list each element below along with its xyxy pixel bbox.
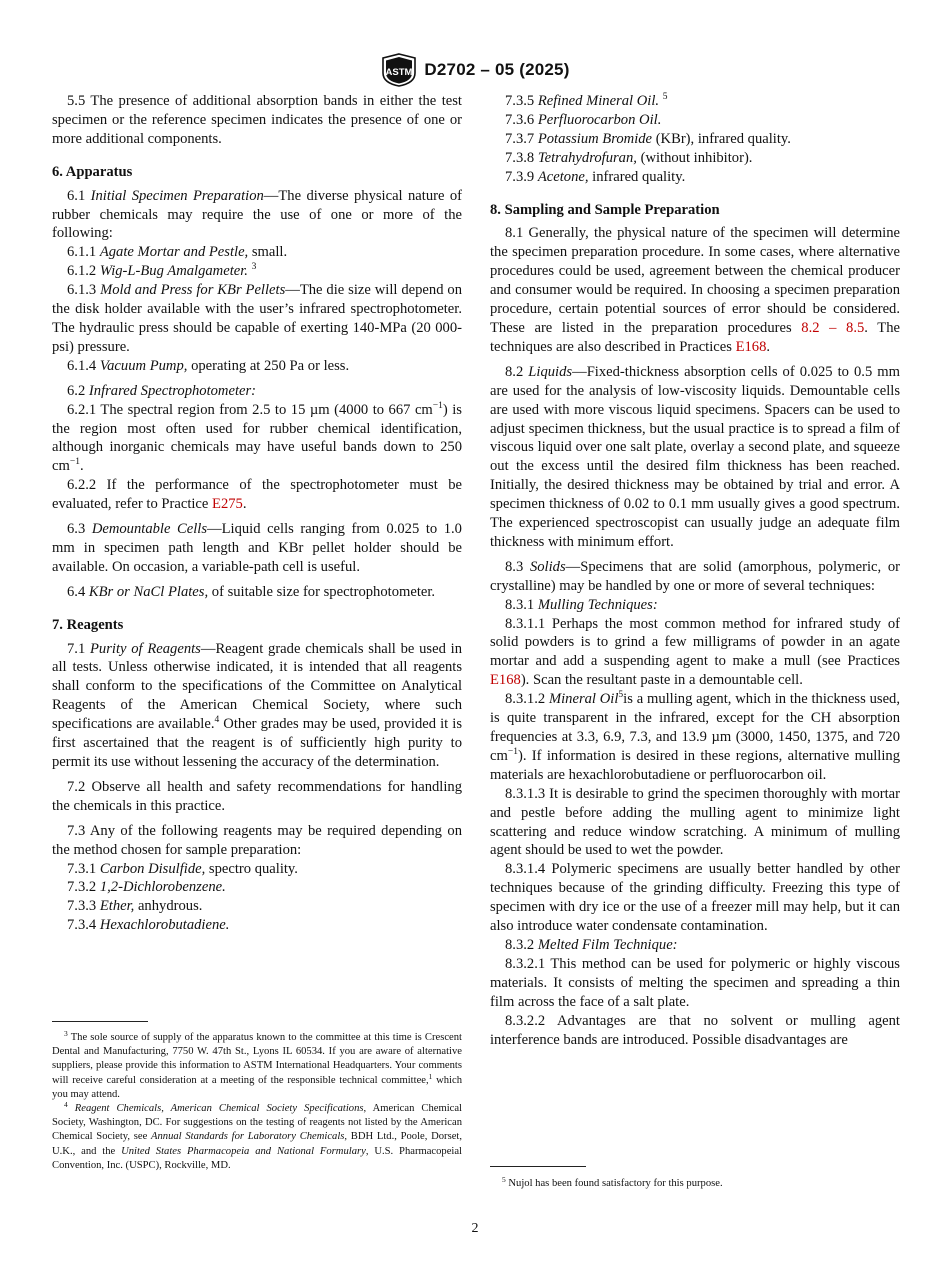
paragraph-8-2: 8.2 Liquids—Fixed-thickness absorption cells of 0.025 to 0.5 mm are used for the analysis of low-viscosity liquids. Demountable cells are used with more viscous liquid specimens. Spacers can be used to adjust specimen thickness, but the usual practice is to spread a film of viscous liquid over one salt plate, overlay a second plate, and squeeze out the excess until the desired film thickness has been reached. Initially, the desired thickness may be obtained by trial and error. A specimen thickness of 0.02 to 0.1 mm usually gives a good spectrum. The experienced spectroscopist can usually judge an adequate film thickness with minimum effort.: [490, 363, 900, 550]
paragraph-6-3: 6.3 Demountable Cells—Liquid cells ranging from 0.025 to 1.0 mm in specimen path length and KBr pellet holder should be available. On occasion, a variable-path cell is useful.: [52, 521, 462, 575]
paragraph-8-3-2-1: 8.3.2.1 This method can be used for polymeric or highly viscous materials. It consists of melting the specimen and spreading a thin film across the face of a salt plate.: [490, 955, 900, 1010]
footnote-ref-5b[interactable]: 5: [618, 690, 624, 701]
paragraph-7-3-4: 7.3.4 Hexachlorobutadiene.: [67, 917, 230, 934]
paragraph-7-3-3: 7.3.3 Ether, anhydrous.: [67, 898, 203, 915]
paragraph-7-3-6: 7.3.6 Perfluorocarbon Oil.: [505, 111, 662, 128]
paragraph-7-3-2: 7.3.2 1,2-Dichlorobenzene.: [67, 879, 226, 896]
paragraph-8-1: 8.1 Generally, the physical nature of the specimen will determine the specimen preparation procedure. In some cases, where alternative procedures could be used, agreement between the chemical producer and consumer would be required. In choosing a specimen preparation procedure, certain potential sources of error should be considered. These are listed in the preparation procedures 8.2 – 8.5. The techniques are also described in Practices E168.: [490, 225, 900, 355]
footnote-ref-5[interactable]: 5: [662, 92, 668, 102]
standard-designation: D2702 – 05 (2025): [424, 60, 570, 79]
footnotes-right: [490, 1177, 900, 1191]
section-6-heading: 6. Apparatus: [52, 163, 133, 180]
footnote-5: $^5$ Nujol has been found satisfactory for this purpose.: [502, 1175, 723, 1189]
footnote-rule-left: [52, 1021, 148, 1022]
paragraph-7-2: 7.2 Observe all health and safety recommendations for handling the chemicals in this practice.: [52, 778, 462, 814]
paragraph-8-3-1-3: 8.3.1.3 It is desirable to grind the specimen thoroughly with mortar and pestle before adding the mulling agent to minimize light scattering and reduce window scratching. A minimum of mulling agent should be used to wet the powder.: [490, 785, 900, 859]
paragraph-8-3: 8.3 Solids—Specimens that are solid (amorphous, polymeric, or crystalline) may be handled by one or more of several techniques:: [490, 558, 901, 594]
paragraph-8-3-2: 8.3.2 Melted Film Technique:: [505, 936, 678, 953]
paragraph-8-3-1: 8.3.1 Mulling Techniques:: [505, 596, 658, 613]
paragraph-8-3-2-2: 8.3.2.2 Advantages are that no solvent or mulling agent interference bands are introduced. Possible disadvantages are: [490, 1012, 900, 1048]
paragraph-7-3-7: 7.3.7 Potassium Bromide (KBr), infrared quality.: [505, 130, 791, 147]
footnote-3: $^3$ The sole source of supply of the apparatus known to the committee at this time is Crescent Dental and Manufacturing, 7750 W. 47th St., Lyons IL 60534. If you are aware of alternative suppliers, please provide this information to ASTM International Headquarters. Your comments will receive careful consideration at a meeting of the responsible technical committee,$^1$ which you may attend.: [52, 1029, 462, 1100]
link-e275[interactable]: E275: [212, 496, 243, 513]
paragraph-6-2-2: 6.2.2 If the performance of the spectrophotometer must be evaluated, refer to Practice E275.: [52, 477, 462, 513]
paragraph-8-3-1-1: 8.3.1.1 Perhaps the most common method for infrared study of solid powders is to grind a few milligrams of powder in an agate mortar and add a suspending agent to make a mull (see Practices E168). Scan the resultant paste in a demountable cell.: [490, 615, 900, 689]
paragraph-7-1: 7.1 Purity of Reagents—Reagent grade chemicals shall be used in all tests. Unless otherwise indicated, it is intended that all reagents shall conform to the specifications of the Committee on Analytical Reagents of the American Chemical Society, where such specifications are available.$^4$ Other grades may be used, provided it is first ascertained that the reagent is of sufficiently high purity to permit its use without lessening the accuracy of the determination.: [52, 640, 463, 770]
page-number: 2: [471, 1221, 479, 1236]
link-e168[interactable]: E168: [735, 338, 767, 355]
paragraph-7-3-1: 7.3.1 Carbon Disulfide, spectro quality.: [67, 860, 298, 877]
section-8-heading: 8. Sampling and Sample Preparation: [490, 201, 720, 218]
paragraph-6-4: 6.4 KBr or NaCl Plates, of suitable size for spectrophotometer.: [67, 583, 436, 600]
astm-logo-icon: [380, 53, 418, 87]
footnote-4: $^4$ Reagent Chemicals, American Chemical Society Specifications, American Chemical Society, Washington, DC. For suggestions on the testing of reagents not listed by the American Chemical Society, see Annual Standards for Laboratory Chemicals, BDH Ltd., Poole, Dorset, U.K., and the United States Pharmacopeia and National Formulary, U.S. Pharmacopeial Convention, Inc. (USPC), Rockville, MD.: [52, 1100, 462, 1171]
link-8-2-8-5[interactable]: 8.2 – 8.5: [801, 319, 865, 336]
paragraph-6-2-1: 6.2.1 The spectral region from 2.5 to 15 µm (4000 to 667 $cm^{-1}$) is the region most often used for rubber chemical identification, although inorganic chemicals may have useful bands down to 250 $cm^{-1}$.: [52, 400, 462, 475]
footnote-rule-right: [490, 1166, 586, 1167]
paragraph-7-3-9: 7.3.9 Acetone, infrared quality.: [505, 168, 686, 185]
link-e168-2[interactable]: E168: [490, 672, 521, 689]
footnote-ref-3[interactable]: 3: [251, 262, 257, 273]
footnote-ref-4[interactable]: 4: [214, 715, 220, 726]
paragraph-8-3-1-4: 8.3.1.4 Polymeric specimens are usually better handled by other techniques because of the grinding difficulty. Freezing this type of specimen with dry ice or the use of a freezer mill may help, but it can also introduce water condensate contamination.: [490, 861, 900, 935]
paragraph-6-1-3: 6.1.3 Mold and Press for KBr Pellets—The die size will depend on the disk holder available with the user’s infrared spectrophotometer. The hydraulic press should be capable of exerting 140-MPa (20 000-psi) pressure.: [52, 282, 462, 355]
left-column: [52, 92, 462, 935]
svg-text:ASTM: ASTM: [385, 67, 413, 78]
footnotes-left: [52, 1031, 462, 1173]
paragraph-6-2: 6.2 Infrared Spectrophotometer:: [67, 382, 257, 399]
paragraph-6-1: 6.1 Initial Specimen Preparation—The diverse physical nature of rubber chemicals may require the use of one or more of the following:: [52, 187, 462, 242]
paragraph-5-5: 5.5 The presence of additional absorption bands in either the test specimen or the reference specimen indicates the presence of one or more additional components.: [52, 93, 462, 147]
paragraph-6-1-2: 6.1.2 Wig-L-Bug Amalgameter. $^3$: [67, 262, 257, 280]
paragraph-7-3: 7.3 Any of the following reagents may be required depending on the method chosen for sample preparation:: [52, 822, 462, 858]
paragraph-7-3-5: 7.3.5 Refined Mineral Oil. $^5$: [505, 92, 668, 109]
paragraph-8-3-1-2: 8.3.1.2 Mineral Oil$^5$is a mulling agent, which in the thickness used, is quite transparent in the infrared, except for the CH absorption frequencies at 3.3, 6.9, 7.3, and 13.9 µm (3000, 1450, 1375, and 720 $cm^{-1}$). If information is desired in these regions, alternative mulling materials are hexachlorobutadiene or perfluorocarbon oil.: [490, 690, 900, 783]
paragraph-6-1-4: 6.1.4 Vacuum Pump, operating at 250 Pa or less.: [67, 357, 350, 374]
section-7-heading: 7. Reagents: [52, 616, 124, 633]
paragraph-7-3-8: 7.3.8 Tetrahydrofuran, (without inhibitor).: [505, 149, 753, 166]
page-header: [0, 52, 950, 88]
paragraph-6-1-1: 6.1.1 Agate Mortar and Pestle, small.: [67, 244, 288, 261]
right-column: [490, 92, 900, 1049]
